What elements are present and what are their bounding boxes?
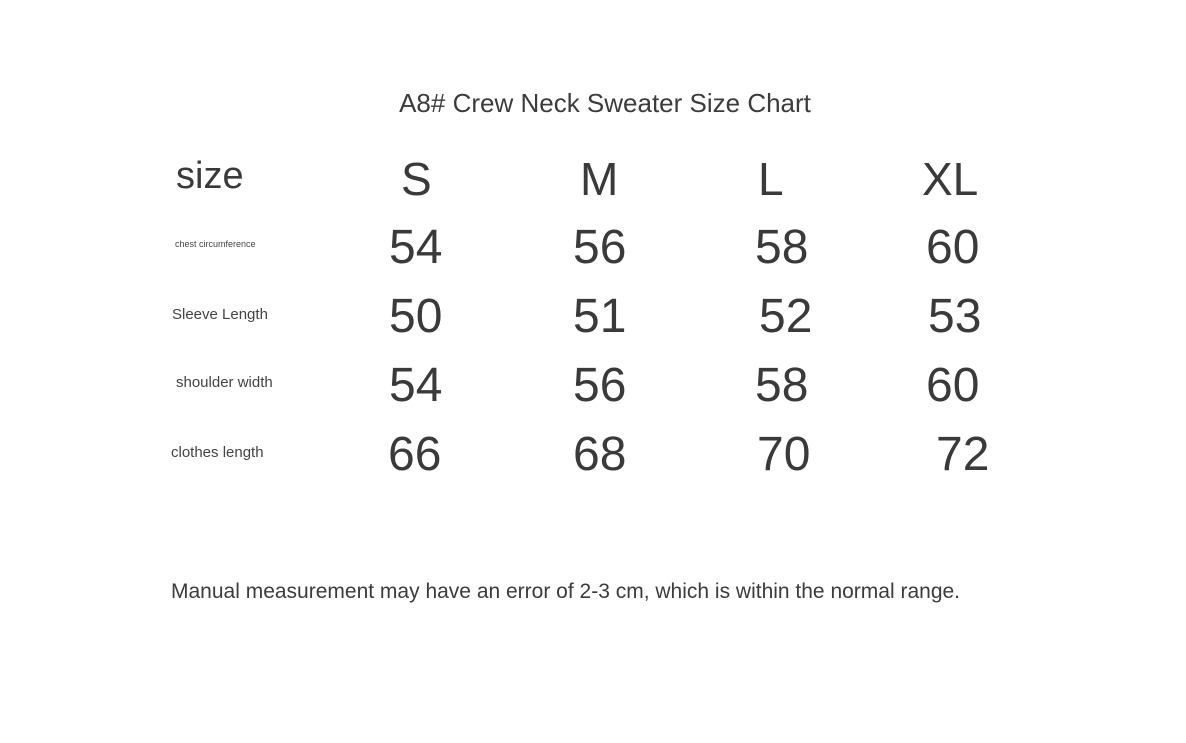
value-cell: 50: [389, 290, 443, 343]
value-cell: 58: [755, 359, 809, 412]
measurement-note: Manual measurement may have an error of 2-3 cm, which is within the normal range.: [171, 580, 961, 603]
size-header-xl: XL: [922, 153, 979, 205]
value-cell: 56: [573, 359, 627, 412]
value-cell: 66: [388, 428, 442, 481]
row-label-length: clothes length: [171, 444, 264, 461]
value-cell: 70: [757, 428, 811, 481]
size-header-l: L: [758, 153, 784, 205]
value-cell: 60: [926, 359, 980, 412]
value-cell: 56: [573, 221, 627, 274]
value-cell: 54: [389, 221, 443, 274]
value-cell: 58: [755, 221, 809, 274]
value-cell: 60: [926, 221, 980, 274]
size-header-m: M: [580, 153, 619, 205]
value-cell: 51: [573, 290, 627, 343]
value-cell: 72: [936, 428, 990, 481]
size-header-label: size: [176, 155, 244, 197]
size-header-s: S: [401, 153, 432, 205]
value-cell: 54: [389, 359, 443, 412]
row-label-sleeve: Sleeve Length: [172, 306, 268, 323]
value-cell: 68: [573, 428, 627, 481]
value-cell: 53: [928, 290, 982, 343]
row-label-chest: chest circumference: [175, 239, 256, 249]
page-title: A8# Crew Neck Sweater Size Chart: [399, 88, 811, 118]
row-label-shoulder: shoulder width: [176, 374, 273, 391]
value-cell: 52: [759, 290, 813, 343]
